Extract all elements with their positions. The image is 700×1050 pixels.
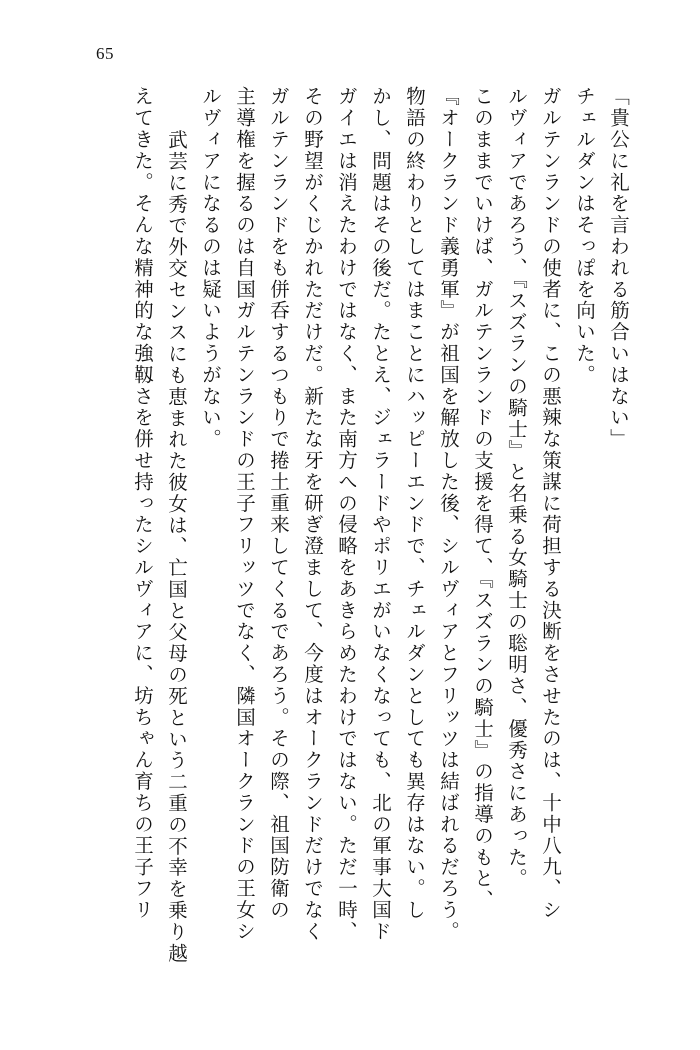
page-number: 65 bbox=[96, 44, 114, 63]
text-column: ガイエは消えたわけではなく、また南方への侵略をあきらめたわけではない。ただ一時、 bbox=[335, 86, 358, 942]
text-column: 「貴公に礼を言われる筋合いはない」 bbox=[607, 86, 630, 450]
text-column: 物語の終わりとしてはまことにハッピーエンドで、チェルダンとしても異存はない。し bbox=[403, 86, 426, 921]
text-column: ガルテンランドの使者に、この悪辣な策謀に荷担する決断をさせたのは、十中八九、シ bbox=[539, 86, 562, 921]
text-column: かし、問題はその後だ。たとえ、ジェラードやポリエがいなくなっても、北の軍事大国ド bbox=[369, 86, 392, 942]
text-column: 『オークランド義勇軍』が祖国を解放した後、シルヴィアとフリッツは結ばれるだろう。 bbox=[437, 86, 460, 942]
text-column: ガルテンランドをも併呑するつもりで捲土重来してくるであろう。その際、祖国防衛の bbox=[267, 86, 290, 921]
text-column: ルヴィアであろう、『スズランの騎士』と名乗る女騎士の聡明さ、優秀さにあった。 bbox=[505, 86, 528, 890]
text-column: このままでいけば、ガルテンランドの支援を得て、『スズランの騎士』の指導のもと、 bbox=[471, 86, 494, 911]
vertical-text-block bbox=[118, 86, 628, 966]
text-column: チェルダンはそっぽを向いた。 bbox=[573, 86, 596, 386]
text-column: ルヴィアになるのは疑いようがない。 bbox=[199, 86, 222, 450]
text-column: 武芸に秀で外交センスにも恵まれた彼女は、亡国と父母の死という二重の不幸を乗り越 bbox=[165, 108, 188, 964]
text-column: 主導権を握るのは自国ガルテンランドの王子フリッツでなく、隣国オークランドの王女シ bbox=[233, 86, 256, 942]
text-column: その野望がくじかれただけだ。新たな牙を研ぎ澄まして、今度はオークランドだけでなく bbox=[301, 86, 324, 942]
text-column: えてきた。そんな精神的な強靱さを併せ持ったシルヴィアに、坊ちゃん育ちの王子フリ bbox=[131, 86, 154, 921]
